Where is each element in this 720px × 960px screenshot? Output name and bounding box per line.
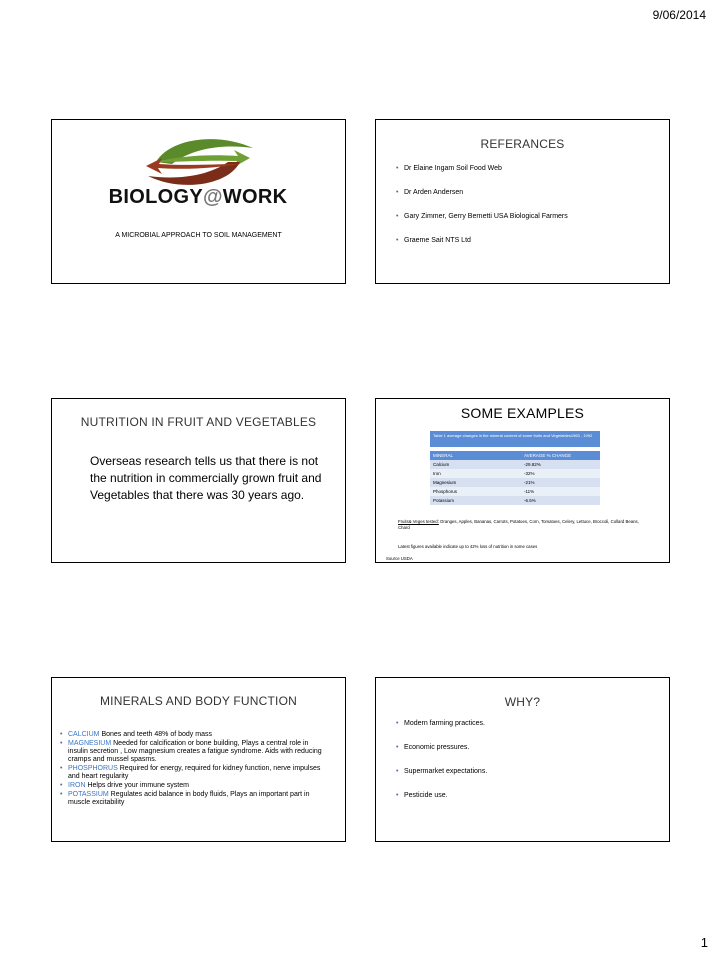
list-item: • Dr Elaine Ingam Soil Food Web [396, 165, 502, 172]
slide-body-text: Overseas research tells us that there is not the nutrition in commercially grown fruit and Vegetables that there was 30 years ago. [90, 454, 322, 502]
table-header-row [430, 451, 600, 460]
reference-list [396, 165, 568, 261]
list-item: • Modern farming practices. [396, 720, 485, 727]
list-item: • Supermarket expectations. [396, 768, 488, 775]
source-note: Source USDA [386, 556, 413, 561]
list-item: • Economic pressures. [396, 744, 470, 751]
biology-at-work-logo [88, 134, 308, 229]
table-cell: Iron [430, 469, 521, 478]
table-caption: Table 1 average changes in the mineral content of some fruits and Vegetables1963 - 1992 [430, 431, 600, 447]
table-row [430, 469, 600, 478]
list-item: • Graeme Sait NTS Ltd [396, 237, 471, 244]
slide-title: MINERALS AND BODY FUNCTION [99, 694, 297, 708]
list-item: • Dr Arden Andersen [396, 189, 464, 196]
bullet-icon: • [396, 189, 399, 196]
mineral-list [60, 731, 330, 808]
latest-figures-note: Latest figures available indicate up to 42% loss of nutrition in some cases [398, 544, 538, 549]
bullet-icon: • [396, 165, 399, 172]
bullet-icon: • [396, 744, 399, 751]
table-cell: Calcium [430, 460, 521, 469]
table-cell: Potassium [430, 496, 521, 505]
slide-6-why [375, 677, 670, 842]
leaf-swoosh-icon [88, 134, 308, 189]
slide-2-references [375, 119, 670, 284]
list-item: • Gary Zimmer, Gerry Bernetti USA Biological Farmers [396, 213, 568, 220]
mineral-change-table [430, 451, 600, 505]
table-cell: -21% [521, 478, 600, 487]
list-item: • POTASSIUM Regulates acid balance in body fluids, Plays an important part in muscle excitability [60, 791, 310, 806]
slide-title: NUTRITION IN FRUIT AND VEGETABLES [80, 415, 317, 429]
table-cell: -11% [521, 487, 600, 496]
bullet-icon: • [60, 740, 63, 747]
slide-title: REFERANCES [480, 137, 565, 151]
table-row [430, 478, 600, 487]
slide-subtitle: A MICROBIAL APPROACH TO SOIL MANAGEMENT [115, 232, 282, 239]
table-cell: -6.5% [521, 496, 600, 505]
slide-3-nutrition [51, 398, 346, 563]
slide-title: WHY? [504, 695, 541, 709]
table-cell: Magnesium [430, 478, 521, 487]
bullet-icon: • [60, 731, 63, 738]
list-item: • IRON Helps drive your immune system [60, 782, 189, 789]
bullet-icon: • [60, 791, 63, 798]
table-row [430, 487, 600, 496]
slide-1-title [51, 119, 346, 284]
bullet-icon: • [396, 720, 399, 727]
table-row [430, 460, 600, 469]
list-item: • MAGNESIUM Needed for calcification or bone building, Plays a central role in insulin secretion , Low magnesium creates a fatigue syndrome. Aids with reducing cramps and mussel spasms. [60, 740, 322, 763]
bullet-icon: • [60, 782, 63, 789]
list-item: • PHOSPHORUS Required for energy, required for kidney function, nerve impulses and heart regularity [60, 765, 321, 780]
bullet-icon: • [396, 768, 399, 775]
column-header: MINERAL [430, 451, 521, 460]
table-row [430, 496, 600, 505]
slide-title: SOME EXAMPLES [460, 405, 585, 421]
column-header: AVERAGE % CHANGE [521, 451, 600, 460]
table-cell: -32% [521, 469, 600, 478]
print-date: 9/06/2014 [652, 8, 706, 22]
list-item: • Pesticide use. [396, 792, 448, 799]
list-item: • CALCIUM Bones and teeth 48% of body mass [60, 731, 212, 738]
bullet-icon: • [396, 792, 399, 799]
slide-5-minerals [51, 677, 346, 842]
fruits-tested-note: Fruits& Veges tested: Oranges, Apples, Bananas, Carrots, Potatoes, Corn, Tomatoes, Celery, Lettuce, Broccoli, Collard Beans, Chard [398, 519, 639, 530]
page-number: 1 [700, 935, 708, 950]
slide-4-examples [375, 398, 670, 563]
reason-list [396, 720, 487, 816]
bullet-icon: • [60, 765, 63, 772]
bullet-icon: • [396, 237, 399, 244]
table-cell: -29.82% [521, 460, 600, 469]
table-cell: Phosphorus [430, 487, 521, 496]
bullet-icon: • [396, 213, 399, 220]
logo-wordmark: BIOLOGY@WORK [108, 186, 288, 208]
